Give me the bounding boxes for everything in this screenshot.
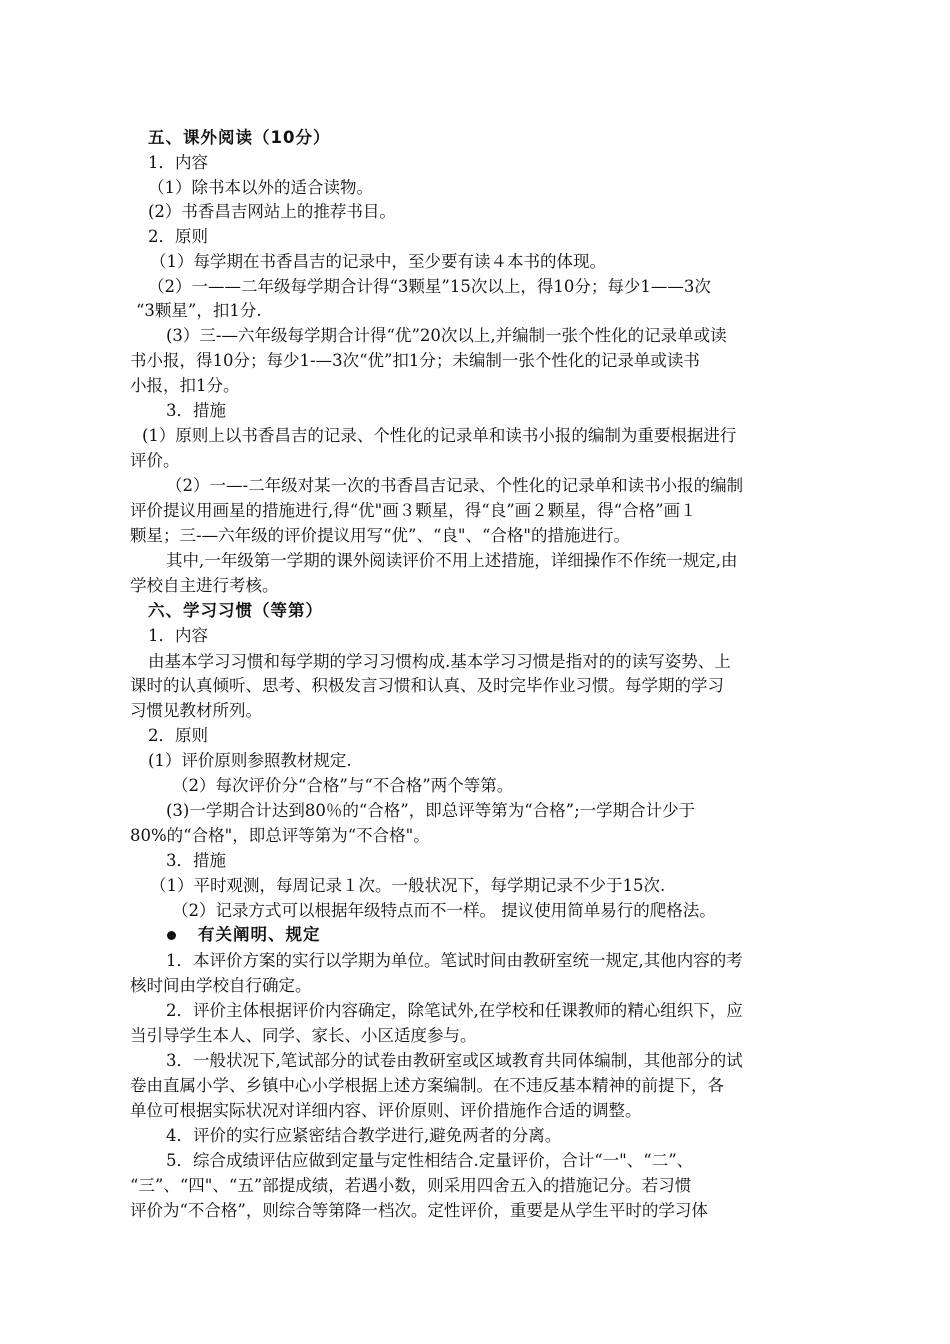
section-6-principle-3-line-2: 80%的“合格"，即总评等第为“不合格"。: [130, 826, 430, 845]
section-5-title: 五、课外阅读（10分）: [148, 128, 331, 147]
section-6-content-line-2: 课时的认真倾听、思考、积极发言习惯和认真、及时完毕作业习惯。每学期的学习: [130, 676, 724, 695]
section-6-title: 六、学习习惯（等第）: [148, 601, 323, 620]
section-6-principle-1: (1）评价原则参照教材规定.: [148, 751, 352, 770]
section-5-content-item-2: (2）书香昌吉网站上的推荐书目。: [148, 202, 396, 221]
note-4: 4．评价的实行应紧密结合教学进行,避免两者的分离。: [166, 1126, 562, 1145]
section-5-measure-3-line-1: 其中,一年级第一学期的课外阅读评价不用上述措施，详细操作不作统一规定,由: [166, 551, 738, 570]
note-2-line-2: 当引导学生本人、同学、家长、小区适度参与。: [130, 1026, 477, 1045]
bullet-icon: [167, 931, 176, 940]
section-6-measure-heading: 3．措施: [166, 851, 226, 870]
section-5-principle-3-line-1: (3）三-—六年级每学期合计得“优”20次以上,并编制一张个性化的记录单或读: [166, 326, 727, 345]
section-5-principle-1: （1）每学期在书香昌吉的记录中，至少要有读４本书的体现。: [150, 252, 606, 271]
section-6-measure-1: （1）平时观测，每周记录１次。一般状况下，每学期记录不少于15次.: [150, 876, 666, 895]
note-5-line-3: 评价为“不合格”，则综合等第降一档次。定性评价，重要是从学生平时的学习体: [130, 1201, 708, 1220]
section-5-measure-heading: 3．措施: [166, 401, 226, 420]
note-2-line-1: 2．评价主体根据评价内容确定，除笔试外,在学校和任课教师的精心组织下，应: [166, 1001, 743, 1020]
section-6-content-heading: 1．内容: [148, 626, 208, 645]
section-5-content-item-1: （1）除书本以外的适合读物。: [148, 178, 373, 197]
section-6-principle-heading: 2．原则: [148, 726, 208, 745]
section-5-measure-2-line-2: 评价提议用画星的措施进行,得“优"画３颗星，得“良”画２颗星，得“合格”画１: [130, 501, 697, 520]
notes-title: 有关阐明、规定: [198, 925, 321, 944]
section-5-measure-2-line-3: 颗星；三-—六年级的评价提议用写“优”、“良"、“合格"的措施进行。: [130, 526, 630, 545]
section-5-measure-1-line-1: (1）原则上以书香昌吉的记录、个性化的记录单和读书小报的编制为重要根据进行: [142, 426, 737, 445]
section-5-measure-1-line-2: 评价。: [130, 451, 180, 470]
section-5-measure-2-line-1: （2）一—-二年级对某一次的书香昌吉记录、个性化的记录单和读书小报的编制: [166, 476, 744, 495]
section-6-content-line-1: 由基本学习习惯和每学期的学习习惯构成.基本学习习惯是指对的的读写姿势、上: [148, 652, 731, 671]
section-5-principle-2-line-2: “3颗星”，扣1分.: [136, 301, 262, 320]
note-3-line-2: 卷由直属小学、乡镇中心小学根据上述方案编制。在不违反基本精神的前提下，各: [130, 1076, 724, 1095]
section-6-principle-3-line-1: (3)一学期合计达到80％的“合格”，即总评等第为“合格”;一学期合计少于: [166, 801, 696, 820]
section-5-principle-3-line-3: 小报，扣1分。: [130, 376, 240, 395]
note-1-line-2: 核时间由学校自行确定。: [130, 976, 312, 995]
section-6-measure-2: （2）记录方式可以根据年级特点而不一样。 提议使用简单易行的爬格法。: [172, 901, 716, 920]
section-6-principle-2: （2）每次评价分“合格”与“不合格”两个等第。: [172, 776, 514, 795]
note-1-line-1: 1．本评价方案的实行以学期为单位。笔试时间由教研室统一规定,其他内容的考: [166, 951, 743, 970]
note-3-line-3: 单位可根据实际状况对详细内容、评价原则、评价措施作合适的调整。: [130, 1101, 642, 1120]
section-5-principle-2-line-1: （2）一——二年级每学期合计得“3颗星”15次以上，得10分；每少1——3次: [148, 277, 711, 296]
section-6-content-line-3: 习惯见教材所列。: [130, 701, 262, 720]
section-5-principle-3-line-2: 书小报，得10分；每少1-—3次“优”扣1分；未编制一张个性化的记录单或读书: [130, 351, 700, 370]
section-5-principle-heading: 2．原则: [148, 227, 208, 246]
note-5-line-1: 5．综合成绩评估应做到定量与定性相结合.定量评价，合计“一"、“二”、: [166, 1151, 694, 1170]
note-5-line-2: “三”、“四"、“五”部提成绩，若遇小数，则采用四舍五入的措施记分。若习惯: [130, 1176, 692, 1195]
note-3-line-1: 3．一般状况下,笔试部分的试卷由教研室或区域教育共同体编制，其他部分的试: [166, 1051, 743, 1070]
section-5-content-heading: 1．内容: [148, 153, 208, 172]
section-5-measure-3-line-2: 学校自主进行考核。: [130, 576, 279, 595]
